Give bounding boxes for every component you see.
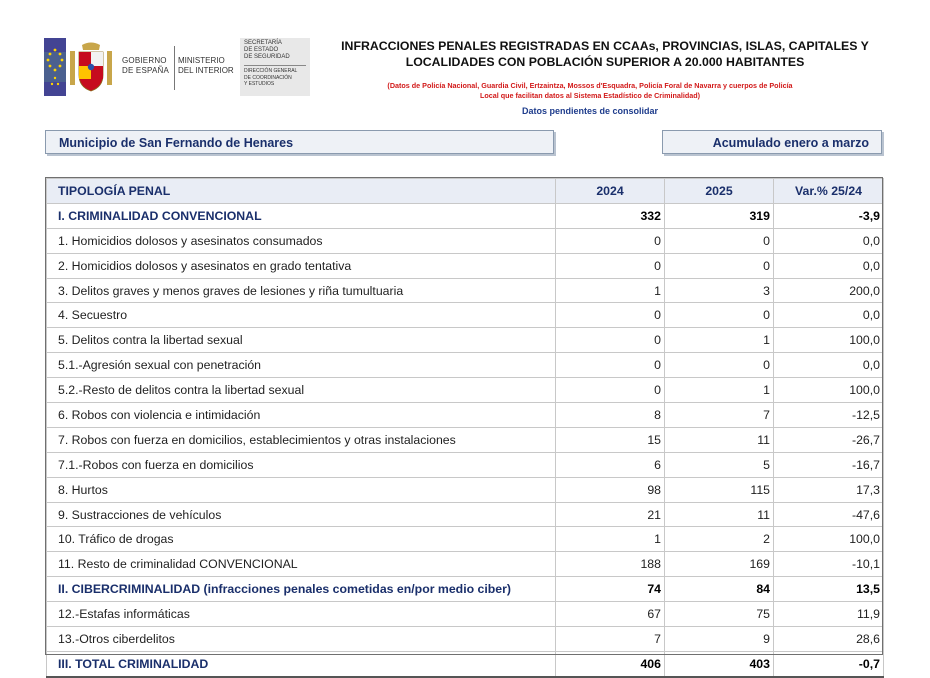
cell-variation: 100,0 bbox=[774, 527, 884, 552]
cell-2025: 11 bbox=[665, 502, 774, 527]
table-row bbox=[47, 527, 884, 552]
table-row bbox=[47, 303, 884, 328]
table-row bbox=[47, 427, 884, 452]
logo-secretariat-box: SECRETARÍA DE ESTADO DE SEGURIDAD DIRECCIÓN GENERAL DE COORDINACIÓN Y ESTUDIOS bbox=[240, 38, 310, 96]
cell-typology: II. CIBERCRIMINALIDAD (infracciones penales cometidas en/por medio ciber) bbox=[47, 577, 556, 602]
cell-2025: 169 bbox=[665, 552, 774, 577]
cell-typology: 7.1.-Robos con fuerza en domicilios bbox=[47, 452, 556, 477]
table-row bbox=[47, 477, 884, 502]
cell-2025: 0 bbox=[665, 353, 774, 378]
cell-2025: 3 bbox=[665, 278, 774, 303]
cell-2025: 0 bbox=[665, 303, 774, 328]
cell-typology: 3. Delitos graves y menos graves de lesiones y riña tumultuaria bbox=[47, 278, 556, 303]
table-row bbox=[47, 577, 884, 602]
cell-2025: 115 bbox=[665, 477, 774, 502]
cell-typology: 2. Homicidios dolosos y asesinatos en grado tentativa bbox=[47, 253, 556, 278]
cell-typology: 9. Sustracciones de vehículos bbox=[47, 502, 556, 527]
cell-2025: 84 bbox=[665, 577, 774, 602]
cell-typology: 1. Homicidios dolosos y asesinatos consumados bbox=[47, 228, 556, 253]
cell-2025: 1 bbox=[665, 328, 774, 353]
cell-2024: 8 bbox=[556, 403, 665, 428]
cell-2024: 1 bbox=[556, 278, 665, 303]
cell-typology: 6. Robos con violencia e intimidación bbox=[47, 403, 556, 428]
cell-variation: 0,0 bbox=[774, 303, 884, 328]
municipality-label: Municipio de San Fernando de Henares bbox=[45, 130, 554, 154]
cell-variation: -26,7 bbox=[774, 427, 884, 452]
table-row bbox=[47, 228, 884, 253]
cell-2024: 0 bbox=[556, 228, 665, 253]
report-subtitle: (Datos de Policía Nacional, Guardia Civil, Ertzaintza, Mossos d'Esquadra, Policía Foral de Navarra y cuerpos de Policía Local que facilitan datos al Sistema Estadístico de Criminalidad) bbox=[387, 81, 793, 100]
column-header-2024: 2024 bbox=[556, 179, 665, 204]
cell-2024: 332 bbox=[556, 203, 665, 228]
cell-2024: 67 bbox=[556, 602, 665, 627]
cell-2024: 74 bbox=[556, 577, 665, 602]
cell-variation: 0,0 bbox=[774, 353, 884, 378]
logo-government-text: GOBIERNO DE ESPAÑA bbox=[122, 56, 169, 75]
table-row bbox=[47, 602, 884, 627]
cell-typology: 7. Robos con fuerza en domicilios, establecimientos y otras instalaciones bbox=[47, 427, 556, 452]
table-row bbox=[47, 627, 884, 652]
cell-2025: 5 bbox=[665, 452, 774, 477]
period-label: Acumulado enero a marzo bbox=[662, 130, 882, 154]
cell-2024: 6 bbox=[556, 452, 665, 477]
cell-2025: 1 bbox=[665, 378, 774, 403]
cell-typology: 8. Hurtos bbox=[47, 477, 556, 502]
table-row bbox=[47, 452, 884, 477]
table-row bbox=[47, 378, 884, 403]
cell-typology: 5.1.-Agresión sexual con penetración bbox=[47, 353, 556, 378]
cell-variation: 13,5 bbox=[774, 577, 884, 602]
cell-2025: 2 bbox=[665, 527, 774, 552]
cell-2024: 21 bbox=[556, 502, 665, 527]
crime-statistics-table bbox=[46, 178, 884, 678]
cell-2024: 0 bbox=[556, 253, 665, 278]
cell-typology: 10. Tráfico de drogas bbox=[47, 527, 556, 552]
cell-2024: 1 bbox=[556, 527, 665, 552]
cell-2024: 0 bbox=[556, 353, 665, 378]
cell-variation: 0,0 bbox=[774, 228, 884, 253]
table-row bbox=[47, 328, 884, 353]
cell-2025: 403 bbox=[665, 651, 774, 676]
cell-variation: -16,7 bbox=[774, 452, 884, 477]
government-logo bbox=[44, 38, 310, 96]
cell-2024: 0 bbox=[556, 378, 665, 403]
cell-variation: 0,0 bbox=[774, 253, 884, 278]
cell-2025: 75 bbox=[665, 602, 774, 627]
cell-2025: 7 bbox=[665, 403, 774, 428]
cell-typology: 13.-Otros ciberdelitos bbox=[47, 627, 556, 652]
consolidation-note: Datos pendientes de consolidar bbox=[521, 106, 659, 116]
cell-typology: III. TOTAL CRIMINALIDAD bbox=[47, 651, 556, 676]
cell-typology: 5. Delitos contra la libertad sexual bbox=[47, 328, 556, 353]
logo-ministry-text: MINISTERIO DEL INTERIOR bbox=[178, 56, 234, 75]
coat-of-arms-icon bbox=[68, 41, 114, 93]
table-row bbox=[47, 651, 884, 676]
cell-variation: 100,0 bbox=[774, 328, 884, 353]
table-row bbox=[47, 403, 884, 428]
table-row bbox=[47, 502, 884, 527]
cell-typology: 4. Secuestro bbox=[47, 303, 556, 328]
cell-typology: 5.2.-Resto de delitos contra la libertad sexual bbox=[47, 378, 556, 403]
cell-typology: I. CRIMINALIDAD CONVENCIONAL bbox=[47, 203, 556, 228]
cell-typology: 11. Resto de criminalidad CONVENCIONAL bbox=[47, 552, 556, 577]
column-header-typology: TIPOLOGÍA PENAL bbox=[47, 179, 556, 204]
column-header-2025: 2025 bbox=[665, 179, 774, 204]
cell-variation: -3,9 bbox=[774, 203, 884, 228]
table-header-row bbox=[47, 179, 884, 204]
eu-stars-icon bbox=[44, 38, 66, 96]
cell-2025: 0 bbox=[665, 253, 774, 278]
table-row bbox=[47, 353, 884, 378]
cell-variation: 200,0 bbox=[774, 278, 884, 303]
cell-2024: 7 bbox=[556, 627, 665, 652]
cell-typology: 12.-Estafas informáticas bbox=[47, 602, 556, 627]
table-row bbox=[47, 278, 884, 303]
column-header-variation: Var.% 25/24 bbox=[774, 179, 884, 204]
cell-variation: -47,6 bbox=[774, 502, 884, 527]
cell-2024: 406 bbox=[556, 651, 665, 676]
cell-2025: 9 bbox=[665, 627, 774, 652]
report-title: INFRACCIONES PENALES REGISTRADAS EN CCAAs, PROVINCIAS, ISLAS, CAPITALES Y LOCALIDADES CON POBLACIÓN SUPERIOR A 20.000 HABITANTES bbox=[341, 39, 869, 69]
table-row bbox=[47, 253, 884, 278]
cell-variation: -10,1 bbox=[774, 552, 884, 577]
cell-2024: 15 bbox=[556, 427, 665, 452]
cell-2025: 319 bbox=[665, 203, 774, 228]
cell-variation: 100,0 bbox=[774, 378, 884, 403]
cell-variation: -0,7 bbox=[774, 651, 884, 676]
cell-2025: 11 bbox=[665, 427, 774, 452]
cell-2024: 188 bbox=[556, 552, 665, 577]
cell-variation: 11,9 bbox=[774, 602, 884, 627]
cell-variation: -12,5 bbox=[774, 403, 884, 428]
cell-2024: 0 bbox=[556, 328, 665, 353]
cell-variation: 17,3 bbox=[774, 477, 884, 502]
cell-2024: 0 bbox=[556, 303, 665, 328]
cell-2024: 98 bbox=[556, 477, 665, 502]
table-row bbox=[47, 203, 884, 228]
table-row bbox=[47, 552, 884, 577]
cell-2025: 0 bbox=[665, 228, 774, 253]
cell-variation: 28,6 bbox=[774, 627, 884, 652]
